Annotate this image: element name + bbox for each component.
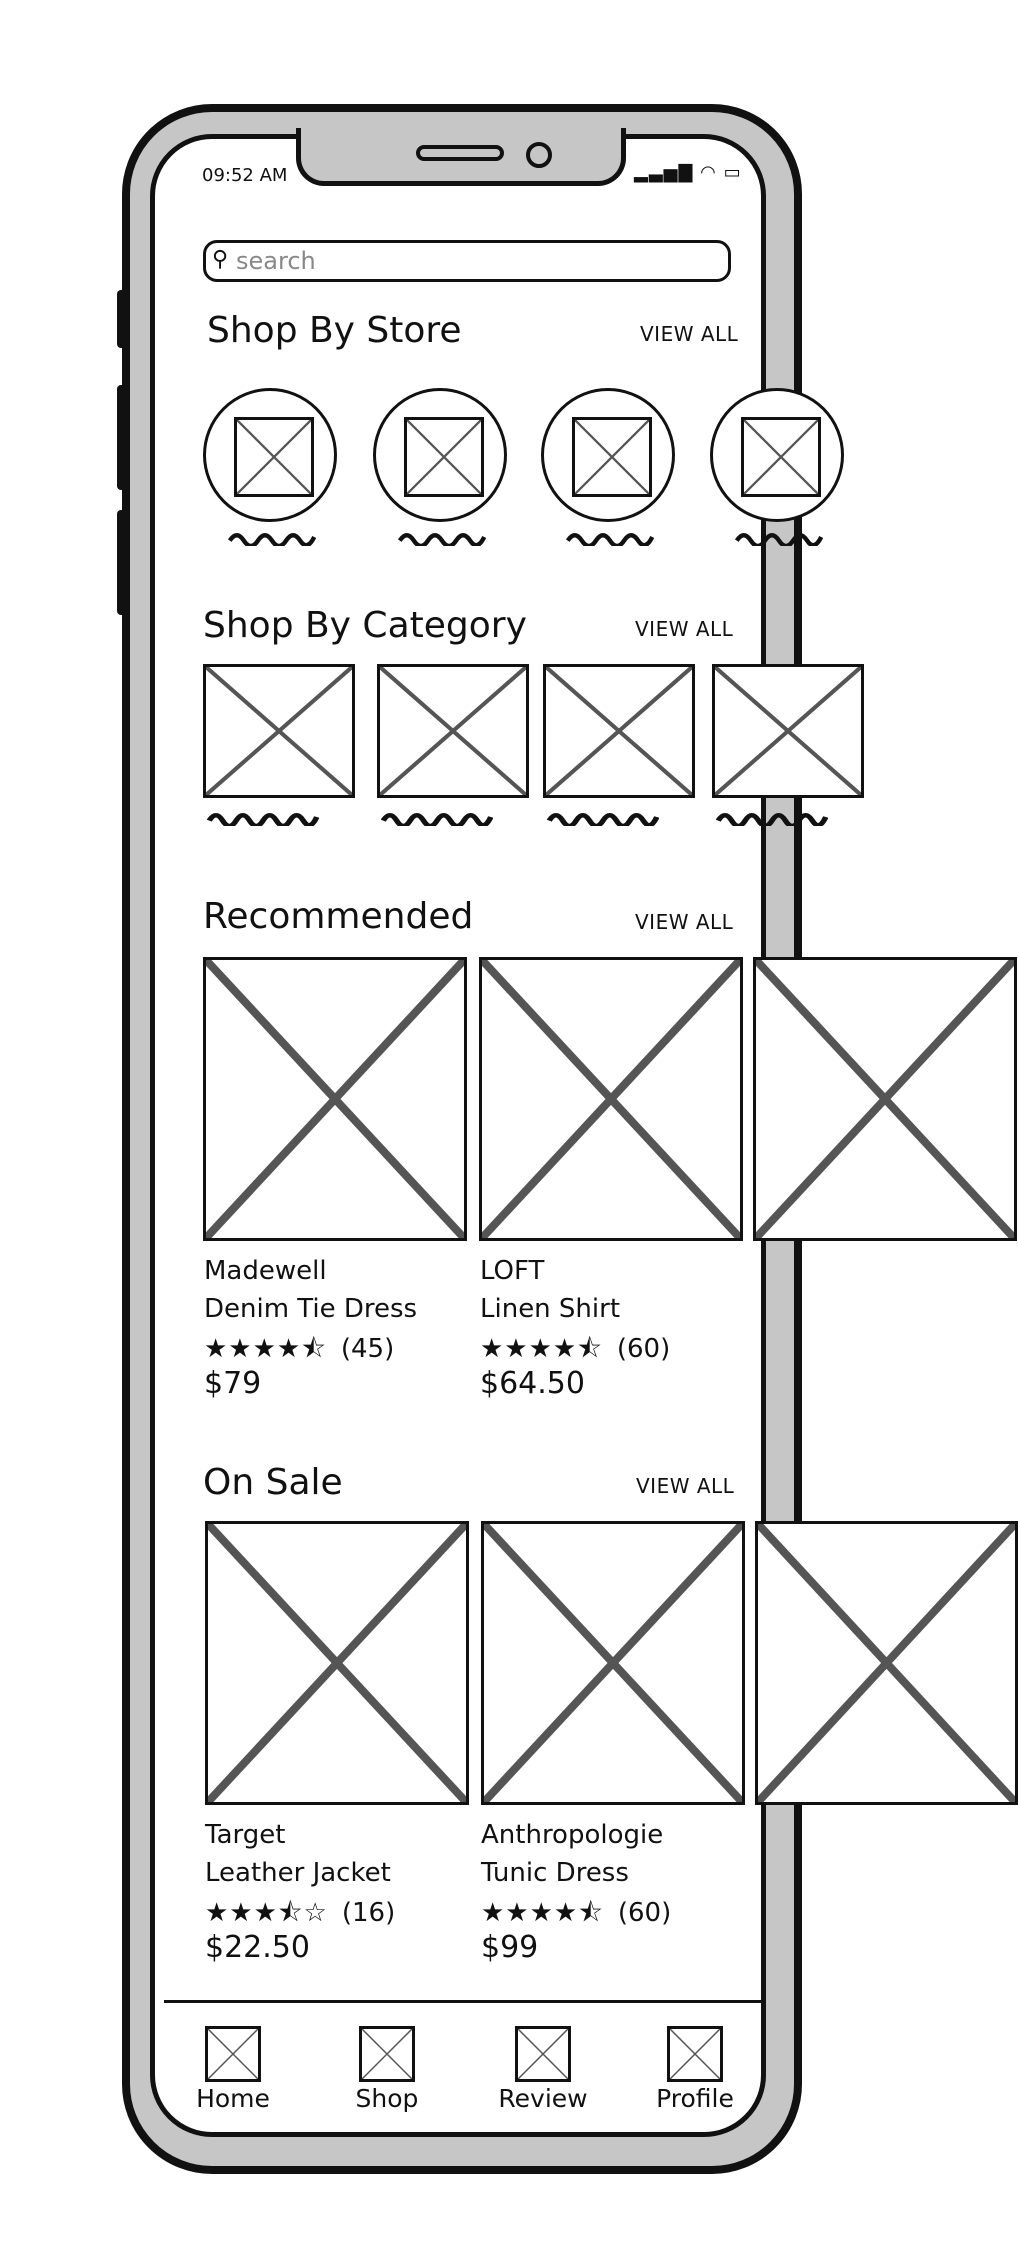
store-logo[interactable] — [373, 388, 507, 522]
product-brand: Target — [205, 1820, 286, 1850]
category-image[interactable] — [377, 664, 529, 798]
status-time: 09:52 AM — [202, 165, 288, 186]
review-icon — [515, 2026, 571, 2082]
bottom-nav-divider — [164, 2000, 764, 2003]
review-count: (60) — [616, 1334, 671, 1364]
category-name-scribble — [207, 808, 319, 826]
on-sale-title: On Sale — [203, 1462, 343, 1503]
category-image[interactable] — [203, 664, 355, 798]
nav-label-home: Home — [196, 2084, 270, 2113]
nav-item-profile[interactable] — [645, 2026, 745, 2113]
store-name-scribble — [228, 528, 316, 546]
profile-icon — [667, 2026, 723, 2082]
speaker-icon — [416, 145, 504, 161]
review-count: (60) — [617, 1898, 672, 1928]
battery-icon: ▭ — [723, 162, 742, 183]
shop-by-category-view-all[interactable]: VIEW ALL — [635, 617, 734, 641]
search-icon: ⚲ — [212, 247, 229, 272]
product-image[interactable] — [203, 957, 467, 1241]
star-rating-icon: ★★★★⯪ — [480, 1334, 603, 1364]
status-icons — [634, 162, 742, 183]
category-name-scribble — [381, 808, 493, 826]
recommended-title: Recommended — [203, 896, 474, 937]
product-price: $79 — [204, 1366, 262, 1401]
nav-item-review[interactable] — [488, 2026, 598, 2113]
nav-label-profile: Profile — [656, 2084, 734, 2113]
product-price: $99 — [481, 1930, 539, 1965]
product-name[interactable]: Leather Jacket — [205, 1858, 391, 1888]
camera-icon — [526, 142, 552, 168]
side-button-3 — [117, 510, 127, 615]
home-icon — [205, 2026, 261, 2082]
product-name[interactable]: Denim Tie Dress — [204, 1294, 418, 1324]
product-image[interactable] — [479, 957, 743, 1241]
product-name[interactable]: Linen Shirt — [480, 1294, 621, 1324]
store-logo[interactable] — [710, 388, 844, 522]
product-image[interactable] — [755, 1521, 1018, 1805]
product-image[interactable] — [753, 957, 1017, 1241]
image-placeholder-icon — [404, 417, 484, 497]
nav-item-home[interactable] — [188, 2026, 278, 2113]
side-button-1 — [117, 290, 127, 348]
store-logo[interactable] — [541, 388, 675, 522]
product-brand: Anthropologie — [481, 1820, 664, 1850]
store-name-scribble — [398, 528, 486, 546]
review-count: (16) — [341, 1898, 396, 1928]
side-button-2 — [117, 385, 127, 490]
recommended-view-all[interactable]: VIEW ALL — [635, 910, 734, 934]
store-logo[interactable] — [203, 388, 337, 522]
signal-icon: ▂▃▅▇ — [634, 162, 694, 183]
category-name-scribble — [547, 808, 659, 826]
image-placeholder-icon — [741, 417, 821, 497]
product-price: $64.50 — [480, 1366, 585, 1401]
category-image[interactable] — [712, 664, 864, 798]
nav-item-shop[interactable] — [342, 2026, 432, 2113]
product-brand: Madewell — [204, 1256, 327, 1286]
image-placeholder-icon — [572, 417, 652, 497]
category-image[interactable] — [543, 664, 695, 798]
category-name-scribble — [716, 808, 828, 826]
product-price: $22.50 — [205, 1930, 310, 1965]
store-name-scribble — [566, 528, 654, 546]
nav-label-shop: Shop — [355, 2084, 419, 2113]
review-count: (45) — [340, 1334, 395, 1364]
shop-by-category-title: Shop By Category — [203, 605, 527, 646]
store-name-scribble — [735, 528, 823, 546]
product-name[interactable]: Tunic Dress — [481, 1858, 629, 1888]
star-rating-icon: ★★★⯪☆ — [205, 1898, 328, 1928]
wifi-icon: ◠ — [700, 162, 717, 183]
search-input[interactable] — [234, 244, 718, 278]
star-rating-icon: ★★★★⯪ — [481, 1898, 604, 1928]
product-image[interactable] — [481, 1521, 745, 1805]
on-sale-view-all[interactable]: VIEW ALL — [636, 1474, 735, 1498]
image-placeholder-icon — [234, 417, 314, 497]
shop-by-store-title: Shop By Store — [207, 310, 462, 351]
product-brand: LOFT — [480, 1256, 545, 1286]
product-image[interactable] — [205, 1521, 469, 1805]
star-rating-icon: ★★★★⯪ — [204, 1334, 327, 1364]
nav-label-review: Review — [498, 2084, 588, 2113]
shop-icon — [359, 2026, 415, 2082]
shop-by-store-view-all[interactable]: VIEW ALL — [640, 322, 739, 346]
